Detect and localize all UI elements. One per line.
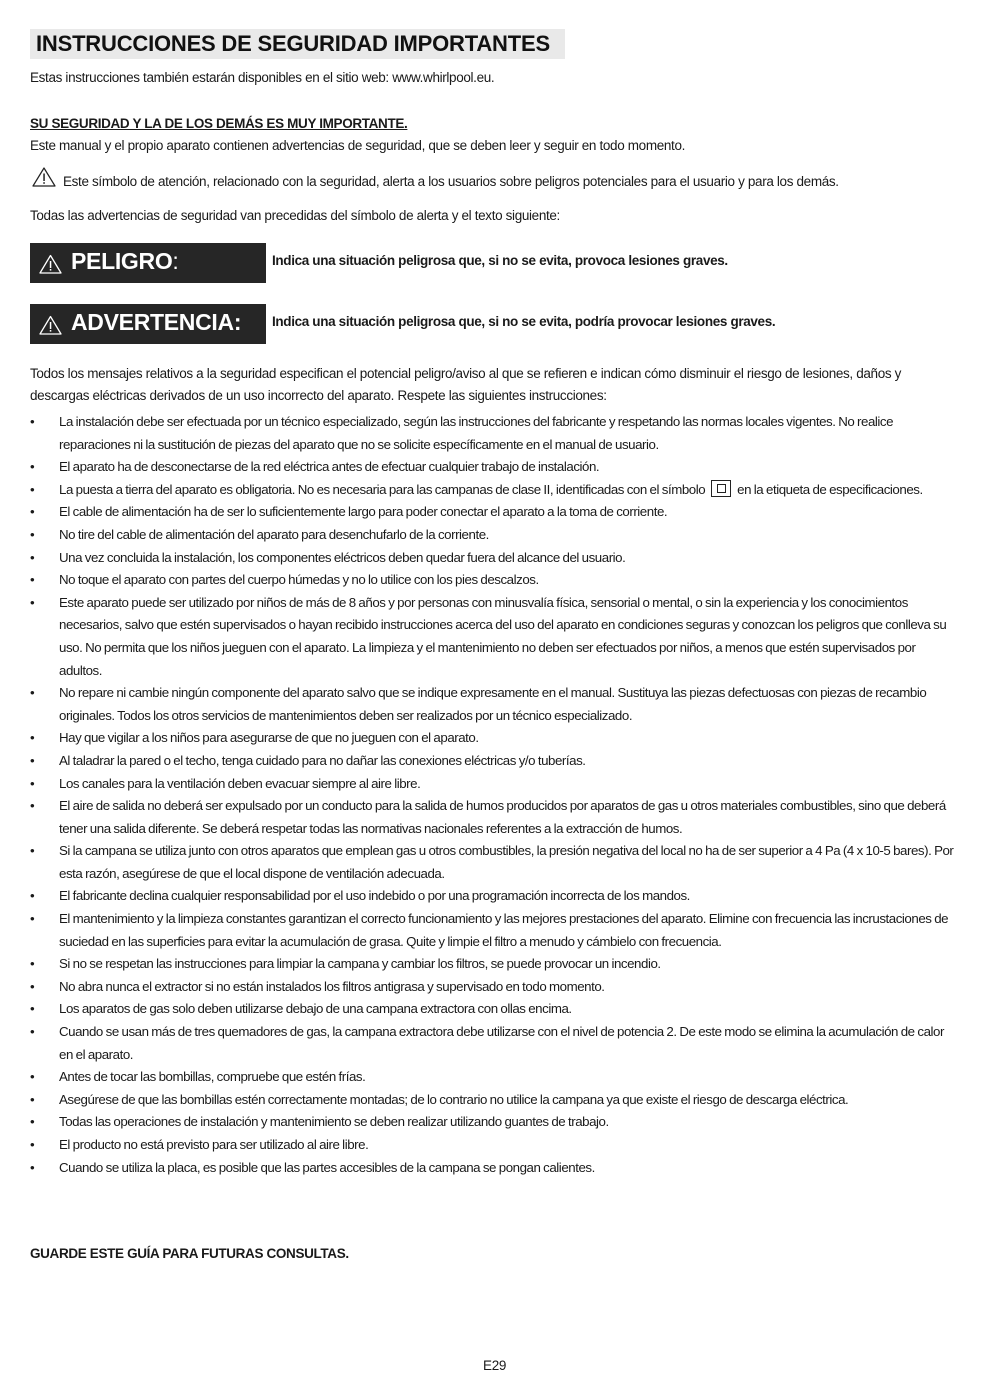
ground-text-after: en la etiqueta de especificaciones. <box>737 481 923 497</box>
bullet-marker: • <box>30 1069 35 1085</box>
list-item <box>30 976 955 999</box>
page-title: INSTRUCCIONES DE SEGURIDAD IMPORTANTES <box>36 31 550 56</box>
bullet-marker: • <box>30 775 35 791</box>
bullet-marker: • <box>30 843 35 859</box>
bullet-marker: • <box>30 572 35 588</box>
list-item-text: Los aparatos de gas solo deben utilizarse debajo de una campana extractora con ollas encima. <box>59 1001 572 1017</box>
page-number: E29 <box>483 1358 507 1373</box>
list-item <box>30 750 955 773</box>
list-item <box>30 998 955 1021</box>
warning-banner <box>30 304 266 344</box>
bullet-marker: • <box>30 798 35 814</box>
bullet-marker: • <box>30 1091 35 1107</box>
list-item <box>30 1066 955 1089</box>
list-item-text: Una vez concluida la instalación, los componentes eléctricos deben quedar fuera del alcance del usuario. <box>59 549 626 565</box>
list-item-text: La instalación debe ser efectuada por un técnico especializado, según las instrucciones del fabricante y respetando las normas locales vigentes. No realice reparaciones ni la sustitución de piezas del aparato que no se solicite específicamente en el manual de usuario. <box>59 414 894 452</box>
bullet-marker: • <box>30 526 35 542</box>
list-item-text: Si no se respetan las instrucciones para limpiar la campana y cambiar los filtros, se puede provocar un incendio. <box>59 956 661 972</box>
list-item-text: Hay que vigilar a los niños para asegurarse de que no jueguen con el aparato. <box>59 730 479 746</box>
bullet-marker: • <box>30 1114 35 1130</box>
list-item-text: No repare ni cambie ningún componente del aparato salvo que se indique expresamente en el manual. Sustituya las piezas defectuosas con piezas de recambio originales. Todos los otros servicios de mantenimientos deben ser realizados por un técnico especializado. <box>59 685 927 723</box>
warning-banner-icon <box>39 315 62 335</box>
list-item <box>30 1089 955 1112</box>
list-item-text: Asegúrese de que las bombillas estén correctamente montadas; de lo contrario no utilice la campana ya que existe el riesgo de descarga eléctrica. <box>59 1091 849 1107</box>
list-item-text: No toque el aparato con partes del cuerpo húmedas y no lo utilice con los pies descalzos. <box>59 572 539 588</box>
bullet-marker: • <box>30 888 35 904</box>
bullet-marker: • <box>30 414 35 429</box>
messages-text-line2: descargas eléctricas derivados de un uso incorrecto del aparato. Respete las siguientes instrucciones: <box>30 388 607 403</box>
list-item-text: Cuando se usan más de tres quemadores de gas, la campana extractora debe utilizarse con el nivel de potencia 2. De este modo se elimina la acumulación de calor en el aparato. <box>59 1024 944 1062</box>
list-item-text: Al taladrar la pared o el techo, tenga cuidado para no dañar las conexiones eléctricas y/o tuberías. <box>59 752 586 768</box>
list-item <box>30 840 955 885</box>
bullet-marker: • <box>30 481 35 497</box>
bullet-marker: • <box>30 978 35 994</box>
list-item <box>30 547 955 570</box>
list-item-text: El producto no está previsto para ser utilizado al aire libre. <box>59 1137 369 1152</box>
warning-label: ADVERTENCIA: <box>71 309 242 335</box>
bullet-marker: • <box>30 1137 35 1152</box>
manual-text: Este manual y el propio aparato contienen advertencias de seguridad, que se deben leer y seguir en todo momento. <box>30 138 685 153</box>
list-item <box>30 1111 955 1134</box>
list-item <box>30 953 955 976</box>
keep-guide-note: GUARDE ESTE GUÍA PARA FUTURAS CONSULTAS. <box>30 1246 349 1261</box>
messages-text-line1: Todos los mensajes relativos a la seguridad especifican el potencial peligro/aviso al que se refieren e indican cómo disminuir el riesgo de lesiones, daños y <box>30 366 902 381</box>
symbol-text: Este símbolo de atención, relacionado con la seguridad, alerta a los usuarios sobre peligros potenciales para el usuario y para los demás. <box>63 174 839 189</box>
bullet-marker: • <box>30 1159 35 1175</box>
warning-description: Indica una situación peligrosa que, si no se evita, podría provocar lesiones graves. <box>272 314 776 329</box>
list-item <box>30 773 955 796</box>
list-item <box>30 592 955 682</box>
list-item <box>30 569 955 592</box>
danger-description: Indica una situación peligrosa que, si no se evita, provoca lesiones graves. <box>272 253 728 268</box>
list-item <box>30 1157 955 1180</box>
bullet-marker: • <box>30 956 35 972</box>
list-item <box>30 795 955 840</box>
intro-text: Estas instrucciones también estarán disponibles en el sitio web: www.whirlpool.eu. <box>30 70 495 85</box>
list-item <box>30 479 955 502</box>
list-item <box>30 885 955 908</box>
list-item-text: Antes de tocar las bombillas, compruebe que estén frías. <box>59 1069 366 1085</box>
bullet-marker: • <box>30 504 35 520</box>
list-item <box>30 524 955 547</box>
safety-instructions-list <box>30 411 955 1179</box>
danger-banner <box>30 243 266 283</box>
list-item-text: Cuando se utiliza la placa, es posible que las partes accesibles de la campana se pongan calientes. <box>59 1159 595 1175</box>
list-item <box>30 456 955 479</box>
bullet-marker: • <box>30 1024 35 1040</box>
list-item-text: El cable de alimentación ha de ser lo suficientemente largo para poder conectar el aparato a la toma de corriente. <box>59 504 668 520</box>
list-item-text: Todas las operaciones de instalación y mantenimiento se deben realizar utilizando guantes de trabajo. <box>59 1114 609 1130</box>
list-item <box>30 908 955 953</box>
bullet-marker: • <box>30 1001 35 1017</box>
list-item-text: El aparato ha de desconectarse de la red eléctrica antes de efectuar cualquier trabajo de instalación. <box>59 459 600 475</box>
danger-warning-icon <box>39 254 62 274</box>
list-item <box>30 1134 955 1157</box>
list-item-text: Los canales para la ventilación deben evacuar siempre al aire libre. <box>59 775 421 791</box>
list-item <box>30 727 955 750</box>
list-item <box>30 682 955 727</box>
list-item-text: Si la campana se utiliza junto con otros aparatos que emplean gas u otros combustibles, la presión negativa del local no ha de ser superior a 4 Pa (4 x 10-5 bares). Por esta razón, asegúrese de que el local dispone de ventilación adecuada. <box>59 843 954 881</box>
bullet-marker: • <box>30 730 35 746</box>
list-item-text: No tire del cable de alimentación del aparato para desenchufarlo de la corriente. <box>59 526 489 542</box>
class-ii-double-square-icon <box>711 480 731 497</box>
list-item <box>30 411 955 456</box>
danger-label: PELIGRO: <box>71 248 179 274</box>
ground-text-before: La puesta a tierra del aparato es obligatoria. No es necesaria para las campanas de clase II, identificadas con el símbolo <box>59 481 706 497</box>
bullet-marker: • <box>30 594 35 610</box>
list-item-text: El mantenimiento y la limpieza constantes garantizan el correcto funcionamiento y las mejores prestaciones del aparato. Elimine con frecuencia las incrustaciones de suciedad en las superficies para evitar la acumulación de grasa. Quite y limpie el filtro a menudo y cámbielo con frecuencia. <box>59 911 949 949</box>
list-item-text: El fabricante declina cualquier responsabilidad por el uso indebido o por una programación incorrecta de los mandos. <box>59 888 690 904</box>
safety-heading: SU SEGURIDAD Y LA DE LOS DEMÁS ES MUY IMPORTANTE. <box>30 116 408 131</box>
list-item-text: El aire de salida no deberá ser expulsado por un conducto para la salida de humos producidos por aparatos de gas u otros materiales combustibles, sino que deberá tener una salida diferente. Se deberá respetar todas las normativas nacionales referentes a la extracción de humos. <box>59 798 946 836</box>
warnings-preceded-text: Todas las advertencias de seguridad van precedidas del símbolo de alerta y el texto siguiente: <box>30 208 560 223</box>
bullet-marker: • <box>30 549 35 565</box>
bullet-marker: • <box>30 752 35 768</box>
bullet-marker: • <box>30 911 35 927</box>
bullet-marker: • <box>30 459 35 475</box>
list-item <box>30 1021 955 1066</box>
list-item-text: Este aparato puede ser utilizado por niños de más de 8 años y por personas con minusvalía física, sensorial o mental, o sin la experiencia y los conocimientos necesarios, salvo que estén supervisados o hayan recibido instrucciones acerca del uso del aparato en condiciones seguras y conozcan los peligros que conlleva su uso. No permita que los niños jueguen con el aparato. La limpieza y el mantenimiento no deben ser efectuados por niños, a menos que estén supervisados por adultos. <box>59 594 947 678</box>
bullet-marker: • <box>30 685 35 701</box>
list-item <box>30 501 955 524</box>
list-item-text: No abra nunca el extractor si no están instalados los filtros antigrasa y supervisado en todo momento. <box>59 978 605 994</box>
warning-triangle-icon <box>32 167 56 187</box>
